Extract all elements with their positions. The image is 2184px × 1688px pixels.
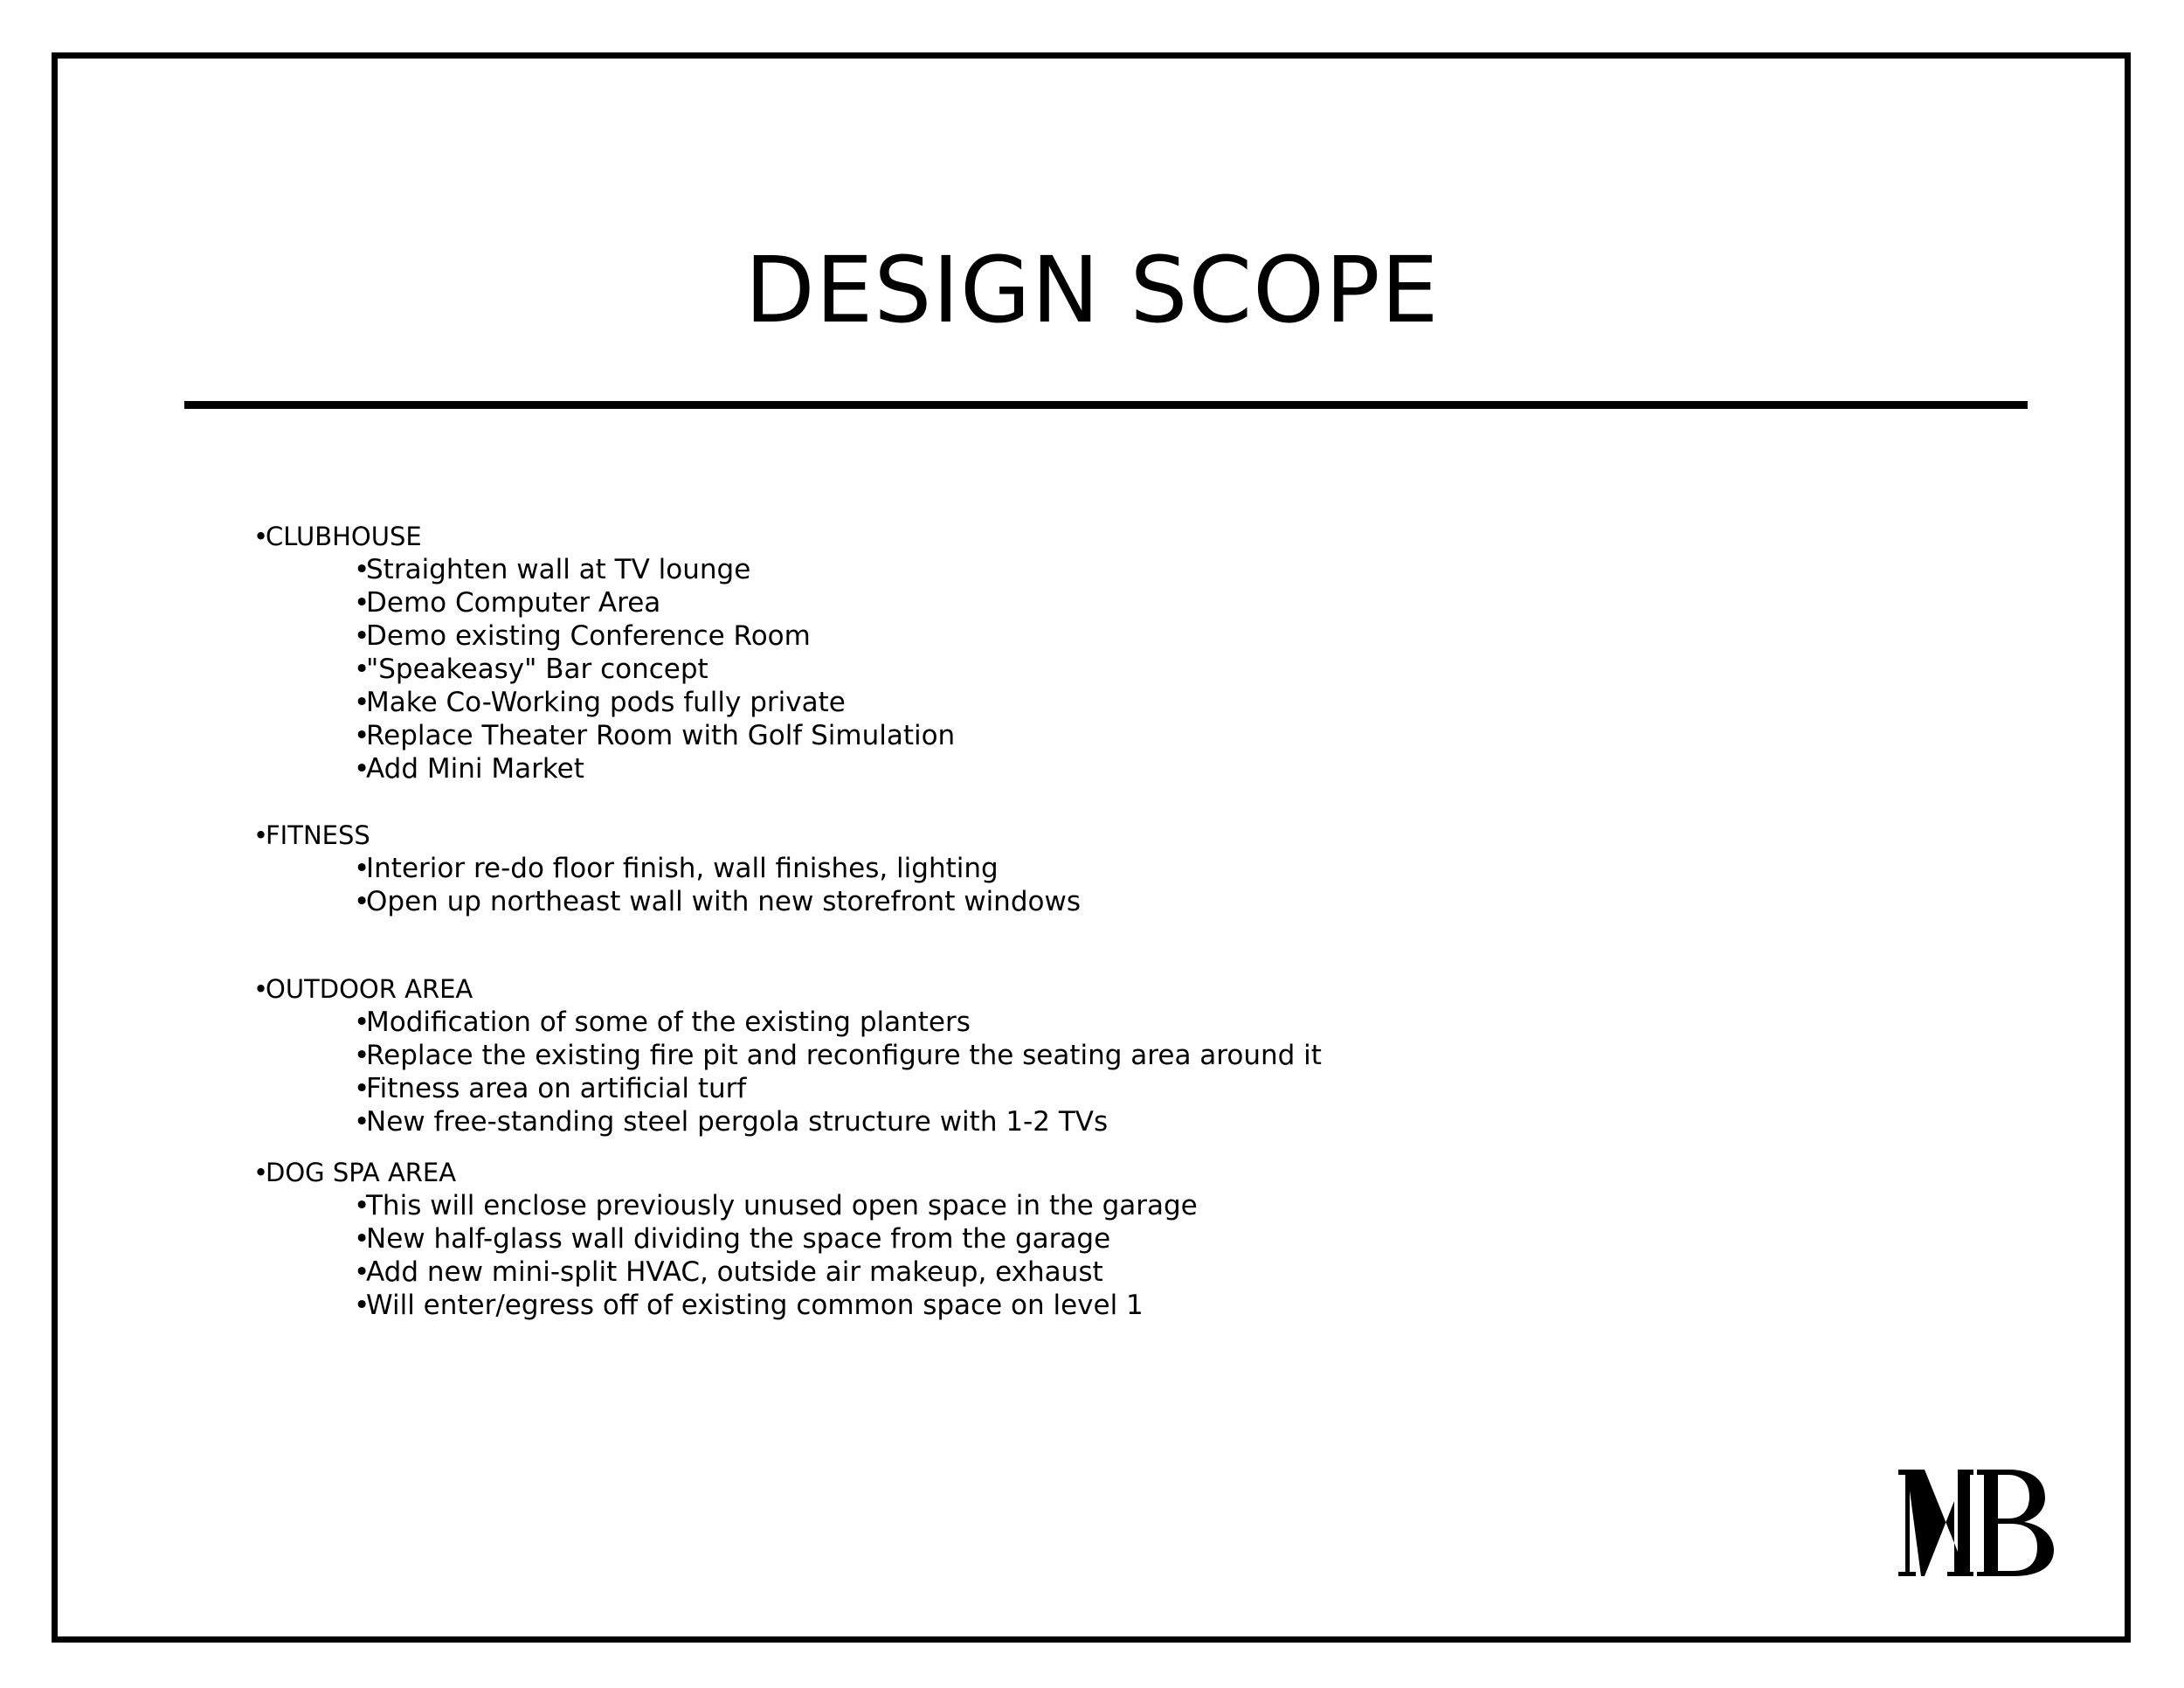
- list-item: [354, 1072, 1913, 1105]
- clubhouse-items: [253, 553, 1913, 785]
- list-item: [354, 852, 1913, 885]
- dog-spa-area-items: [253, 1189, 1913, 1322]
- bullet: •: [354, 554, 370, 585]
- list-item: [354, 719, 1913, 752]
- list-item-label: Interior re-do floor finish, wall finishes, lighting: [366, 853, 999, 884]
- logo-letter-m: [1898, 1470, 1973, 1576]
- list-item-label: Straighten wall at TV lounge: [366, 554, 751, 585]
- list-item-label: Add new mini-split HVAC, outside air makeup, exhaust: [366, 1256, 1103, 1288]
- section-heading: [253, 520, 1913, 553]
- bullet: •: [354, 620, 370, 652]
- bullet: •: [354, 587, 370, 619]
- list-item-label: "Speakeasy" Bar concept: [366, 654, 708, 685]
- page-title: DESIGN SCOPE: [744, 237, 1440, 343]
- list-item-label: New half-glass wall dividing the space from the garage: [366, 1223, 1111, 1255]
- bullet: •: [354, 1223, 370, 1255]
- list-item-label: This will enclose previously unused open space in the garage: [366, 1190, 1198, 1221]
- list-item-label: Modification of some of the existing planters: [366, 1007, 971, 1038]
- bullet: •: [354, 1073, 370, 1104]
- section-fitness: [253, 819, 1913, 918]
- bullet: •: [354, 1007, 370, 1038]
- list-item-label: Demo existing Conference Room: [366, 620, 811, 652]
- bullet: •: [354, 1106, 370, 1138]
- bullet: •: [354, 1040, 370, 1071]
- list-item: [354, 553, 1913, 586]
- list-item-label: Add Mini Market: [366, 753, 584, 785]
- list-item-label: Make Co-Working pods fully private: [366, 687, 846, 718]
- logo-letter-b: [1977, 1470, 2054, 1576]
- section-dog-spa-area: [253, 1156, 1913, 1322]
- section-heading: [253, 819, 1913, 852]
- list-item: [354, 586, 1913, 619]
- outdoor-area-items: [253, 1006, 1913, 1138]
- section-heading: [253, 1156, 1913, 1189]
- section-heading-label: OUTDOOR AREA: [266, 974, 473, 1004]
- bullet: •: [354, 853, 370, 884]
- section-heading: [253, 972, 1913, 1006]
- list-item-label: Will enter/egress off of existing common space on level 1: [366, 1290, 1144, 1321]
- list-item: [354, 653, 1913, 686]
- list-item-label: Replace Theater Room with Golf Simulation: [366, 720, 956, 751]
- bullet: •: [253, 1158, 269, 1187]
- list-item-label: Open up northeast wall with new storefront windows: [366, 886, 1081, 917]
- bullet: •: [253, 820, 269, 850]
- section-heading-label: FITNESS: [266, 820, 370, 850]
- list-item: [354, 1006, 1913, 1039]
- list-item: [354, 1222, 1913, 1256]
- bullet: •: [253, 522, 269, 551]
- bullet: •: [354, 753, 370, 785]
- title-divider: [184, 401, 2028, 409]
- list-item-label: Demo Computer Area: [366, 587, 661, 619]
- bullet: •: [354, 1290, 370, 1321]
- mb-logo: [1891, 1461, 2066, 1583]
- list-item: [354, 885, 1913, 918]
- section-heading-label: DOG SPA AREA: [266, 1158, 457, 1187]
- bullet: •: [354, 720, 370, 751]
- section-outdoor-area: [253, 972, 1913, 1138]
- fitness-items: [253, 852, 1913, 918]
- bullet: •: [354, 1256, 370, 1288]
- section-heading-label: CLUBHOUSE: [266, 522, 422, 551]
- bullet: •: [253, 974, 269, 1004]
- list-item: [354, 1105, 1913, 1138]
- list-item: [354, 1189, 1913, 1222]
- list-item-label: New free-standing steel pergola structure with 1-2 TVs: [366, 1106, 1109, 1138]
- bullet: •: [354, 886, 370, 917]
- list-item: [354, 686, 1913, 719]
- list-item-label: Replace the existing fire pit and reconfigure the seating area around it: [366, 1040, 1322, 1071]
- list-item: [354, 1256, 1913, 1289]
- list-item: [354, 1039, 1913, 1072]
- bullet: •: [354, 654, 370, 685]
- list-item: [354, 752, 1913, 785]
- bullet: •: [354, 687, 370, 718]
- list-item: [354, 1289, 1913, 1322]
- section-clubhouse: [253, 520, 1913, 785]
- design-scope-list: [253, 520, 1913, 1322]
- list-item: [354, 619, 1913, 653]
- list-item-label: Fitness area on artificial turf: [366, 1073, 747, 1104]
- bullet: •: [354, 1190, 370, 1221]
